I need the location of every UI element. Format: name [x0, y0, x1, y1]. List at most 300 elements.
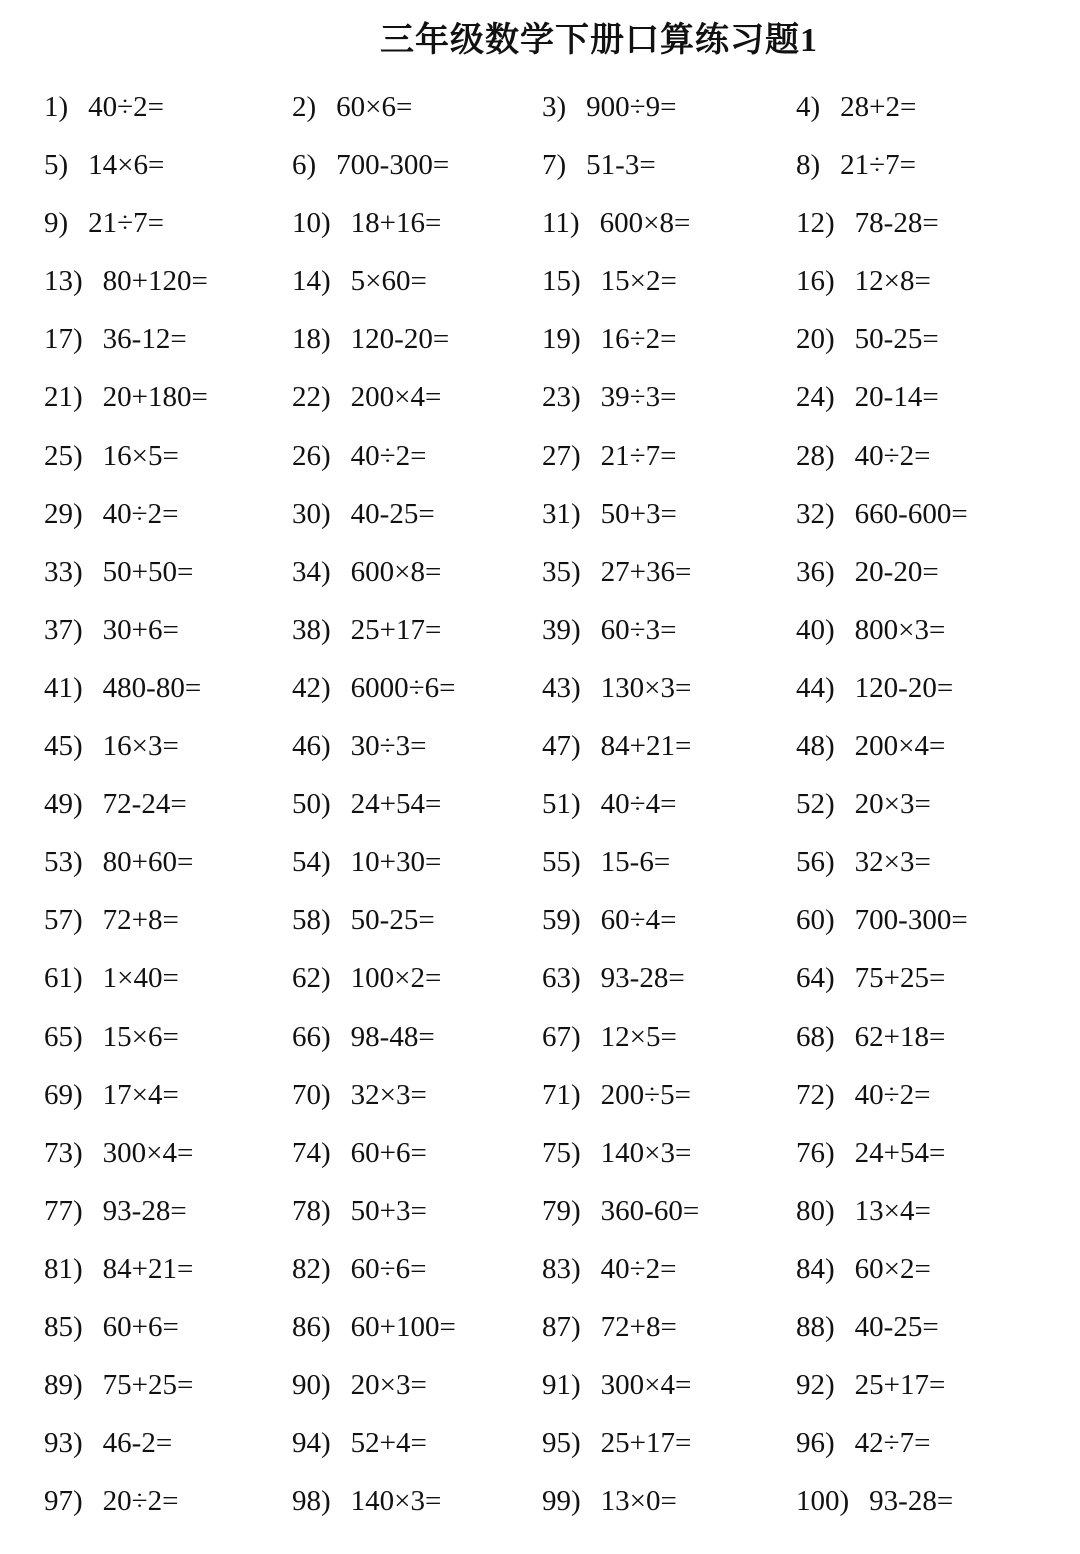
problem-number: 55) — [542, 846, 581, 879]
problem-item — [796, 833, 931, 891]
problem-item — [542, 717, 691, 775]
problem-expression: 36-12= — [102, 323, 187, 356]
problem-row — [44, 1414, 1044, 1472]
problem-expression: 32×3= — [854, 846, 931, 879]
problem-expression: 20÷2= — [102, 1485, 179, 1518]
problem-item — [542, 1124, 691, 1182]
problem-item — [542, 252, 677, 310]
problem-number: 48) — [796, 730, 835, 763]
problem-number: 24) — [796, 381, 835, 414]
problem-row — [44, 949, 1044, 1007]
problem-expression: 20+180= — [102, 381, 208, 414]
problem-expression: 140×3= — [350, 1485, 442, 1518]
problem-item — [44, 949, 179, 1007]
problem-expression: 140×3= — [600, 1136, 692, 1169]
problem-item — [44, 136, 164, 194]
problem-expression: 13×4= — [854, 1194, 931, 1227]
problem-expression: 480-80= — [102, 671, 202, 704]
problem-expression: 120-20= — [854, 671, 954, 704]
problem-item — [292, 1182, 427, 1240]
problem-number: 87) — [542, 1310, 581, 1343]
problem-item — [292, 1124, 427, 1182]
problem-number: 42) — [292, 671, 331, 704]
problem-expression: 39÷3= — [600, 381, 677, 414]
problem-expression: 18+16= — [350, 207, 442, 240]
problem-item — [796, 368, 939, 426]
problem-number: 78) — [292, 1194, 331, 1227]
problem-item — [44, 1414, 172, 1472]
problem-number: 37) — [44, 613, 83, 646]
problem-row — [44, 1472, 1044, 1530]
problem-expression: 32×3= — [350, 1078, 427, 1111]
problem-row — [44, 1008, 1044, 1066]
problem-expression: 360-60= — [600, 1194, 700, 1227]
problem-row — [44, 833, 1044, 891]
problem-number: 26) — [292, 439, 331, 472]
problem-number: 14) — [292, 265, 331, 298]
problem-number: 85) — [44, 1310, 83, 1343]
problem-number: 27) — [542, 439, 581, 472]
problem-expression: 700-300= — [854, 904, 968, 937]
problem-number: 3) — [542, 91, 567, 123]
problem-expression: 20×3= — [350, 1369, 427, 1402]
problem-expression: 16÷2= — [600, 323, 677, 356]
problem-expression: 93-28= — [869, 1485, 954, 1518]
problem-number: 70) — [292, 1078, 331, 1111]
problem-expression: 40-25= — [350, 497, 435, 530]
problem-item — [796, 1182, 931, 1240]
problem-number: 30) — [292, 497, 331, 530]
problem-row — [44, 891, 1044, 949]
problem-number: 43) — [542, 671, 581, 704]
problem-item — [542, 194, 690, 252]
problem-number: 100) — [796, 1485, 850, 1518]
problem-expression: 60÷3= — [600, 613, 677, 646]
problem-item — [542, 1298, 677, 1356]
problem-item — [542, 1008, 677, 1066]
problem-expression: 72-24= — [102, 788, 187, 821]
problem-row — [44, 368, 1044, 426]
problem-expression: 75+25= — [854, 962, 946, 995]
problem-item — [44, 717, 179, 775]
problem-expression: 50+3= — [600, 497, 677, 530]
problem-item — [796, 1066, 930, 1124]
problem-number: 56) — [796, 846, 835, 879]
problem-expression: 40÷2= — [854, 439, 931, 472]
problem-item — [44, 1124, 193, 1182]
problem-expression: 40÷2= — [88, 91, 164, 123]
problem-item — [44, 1008, 179, 1066]
problem-expression: 80+120= — [102, 265, 208, 298]
problem-item — [796, 1240, 931, 1298]
problem-item — [542, 136, 656, 194]
problem-number: 50) — [292, 788, 331, 821]
problem-number: 80) — [796, 1194, 835, 1227]
problem-item — [44, 659, 201, 717]
problem-item — [542, 1240, 676, 1298]
problem-number: 44) — [796, 671, 835, 704]
problem-number: 67) — [542, 1020, 581, 1053]
problem-row — [44, 427, 1044, 485]
problem-expression: 21÷7= — [840, 149, 916, 182]
problem-expression: 700-300= — [336, 149, 450, 182]
problem-number: 90) — [292, 1369, 331, 1402]
problem-item — [292, 1066, 427, 1124]
problem-number: 18) — [292, 323, 331, 356]
problem-number: 91) — [542, 1369, 581, 1402]
problem-number: 20) — [796, 323, 835, 356]
problem-number: 54) — [292, 846, 331, 879]
problem-row — [44, 1182, 1044, 1240]
problem-number: 4) — [796, 91, 821, 123]
problem-expression: 24+54= — [854, 1136, 946, 1169]
problem-expression: 25+17= — [350, 613, 442, 646]
problem-number: 11) — [542, 207, 580, 240]
problem-number: 97) — [44, 1485, 83, 1518]
problem-item — [796, 1124, 945, 1182]
problem-number: 79) — [542, 1194, 581, 1227]
problem-expression: 84+21= — [600, 730, 692, 763]
problem-expression: 80+60= — [102, 846, 194, 879]
problem-expression: 60×6= — [336, 91, 413, 123]
problem-number: 75) — [542, 1136, 581, 1169]
problem-number: 52) — [796, 788, 835, 821]
problem-item — [796, 543, 939, 601]
problem-item — [292, 833, 441, 891]
problem-row — [44, 775, 1044, 833]
problem-item — [796, 136, 916, 194]
problem-item — [796, 485, 968, 543]
problem-item — [292, 543, 441, 601]
problem-expression: 21÷7= — [600, 439, 677, 472]
problem-item — [292, 1356, 427, 1414]
problem-item — [292, 601, 441, 659]
problem-row — [44, 1124, 1044, 1182]
problem-expression: 42÷7= — [854, 1427, 931, 1460]
problem-expression: 17×4= — [102, 1078, 179, 1111]
problem-expression: 20-14= — [854, 381, 939, 414]
problem-number: 98) — [292, 1485, 331, 1518]
problem-item — [44, 485, 178, 543]
problem-expression: 300×4= — [102, 1136, 194, 1169]
problem-number: 34) — [292, 555, 331, 588]
problem-row — [44, 601, 1044, 659]
problem-number: 32) — [796, 497, 835, 530]
problem-item — [796, 775, 931, 833]
problem-expression: 46-2= — [102, 1427, 173, 1460]
problem-item — [796, 310, 939, 368]
problem-number: 40) — [796, 613, 835, 646]
problem-expression: 300×4= — [600, 1369, 692, 1402]
problem-item — [292, 194, 441, 252]
problem-number: 7) — [542, 149, 567, 182]
problem-expression: 50+50= — [102, 555, 194, 588]
problem-item — [44, 601, 179, 659]
problem-expression: 30÷3= — [350, 730, 427, 763]
problem-item — [542, 1066, 691, 1124]
problem-number: 10) — [292, 207, 331, 240]
problem-expression: 25+17= — [854, 1369, 946, 1402]
problem-item — [44, 310, 187, 368]
problem-number: 95) — [542, 1427, 581, 1460]
problem-expression: 98-48= — [350, 1020, 435, 1053]
problem-expression: 60+6= — [350, 1136, 427, 1169]
problem-expression: 50+3= — [350, 1194, 427, 1227]
problem-expression: 40÷2= — [350, 439, 427, 472]
problem-number: 59) — [542, 904, 581, 937]
problem-number: 35) — [542, 555, 581, 588]
problem-expression: 1×40= — [102, 962, 179, 995]
problem-item — [292, 252, 427, 310]
problem-number: 77) — [44, 1194, 83, 1227]
problem-item — [292, 891, 435, 949]
problem-number: 31) — [542, 497, 581, 530]
problem-item — [542, 891, 676, 949]
problem-expression: 15-6= — [600, 846, 671, 879]
problem-item — [44, 1356, 193, 1414]
problem-row — [44, 78, 1044, 136]
problem-number: 71) — [542, 1078, 581, 1111]
problem-row — [44, 543, 1044, 601]
problem-item — [542, 1414, 691, 1472]
problem-number: 53) — [44, 846, 83, 879]
problem-item — [796, 252, 931, 310]
page-title: 三年级数学下册口算练习题1 — [380, 22, 818, 59]
problem-row — [44, 310, 1044, 368]
problem-number: 83) — [542, 1252, 581, 1285]
problem-item — [292, 136, 449, 194]
problem-item — [44, 194, 164, 252]
problem-expression: 60+6= — [102, 1310, 179, 1343]
problem-number: 41) — [44, 671, 83, 704]
problem-expression: 10+30= — [350, 846, 442, 879]
problem-expression: 12×5= — [600, 1020, 677, 1053]
problem-number: 61) — [44, 962, 83, 995]
problem-expression: 40÷2= — [102, 497, 179, 530]
problem-expression: 130×3= — [600, 671, 692, 704]
problem-expression: 200÷5= — [600, 1078, 691, 1111]
problem-expression: 30+6= — [102, 613, 179, 646]
problem-expression: 660-600= — [854, 497, 968, 530]
problem-number: 58) — [292, 904, 331, 937]
problem-expression: 13×0= — [600, 1485, 677, 1518]
problem-item — [292, 427, 426, 485]
problem-expression: 72+8= — [102, 904, 179, 937]
problem-row — [44, 194, 1044, 252]
problem-number: 84) — [796, 1252, 835, 1285]
problem-number: 19) — [542, 323, 581, 356]
problem-number: 74) — [292, 1136, 331, 1169]
problem-expression: 600×8= — [599, 207, 691, 240]
problem-item — [292, 310, 449, 368]
problem-item — [796, 1298, 939, 1356]
problem-number: 2) — [292, 91, 317, 123]
problem-expression: 75+25= — [102, 1369, 194, 1402]
problem-number: 8) — [796, 149, 821, 182]
problem-expression: 52+4= — [350, 1427, 427, 1460]
problem-item — [796, 1414, 930, 1472]
problem-expression: 12×8= — [854, 265, 931, 298]
problem-number: 82) — [292, 1252, 331, 1285]
problem-number: 68) — [796, 1020, 835, 1053]
problem-number: 49) — [44, 788, 83, 821]
problem-item — [542, 1472, 677, 1530]
problem-item — [44, 1240, 193, 1298]
problem-expression: 100×2= — [350, 962, 442, 995]
problem-expression: 93-28= — [102, 1194, 187, 1227]
problem-number: 21) — [44, 381, 83, 414]
problem-item — [542, 485, 677, 543]
problem-number: 64) — [796, 962, 835, 995]
problem-item — [542, 78, 676, 136]
problem-expression: 27+36= — [600, 555, 692, 588]
problem-row — [44, 485, 1044, 543]
problem-number: 81) — [44, 1252, 83, 1285]
problem-expression: 72+8= — [600, 1310, 677, 1343]
problem-item — [292, 1298, 456, 1356]
problem-item — [796, 949, 945, 1007]
problem-row — [44, 659, 1044, 717]
problem-expression: 24+54= — [350, 788, 442, 821]
problem-item — [796, 427, 930, 485]
problem-row — [44, 136, 1044, 194]
problem-item — [292, 659, 455, 717]
problem-expression: 600×8= — [350, 555, 442, 588]
problem-expression: 25+17= — [600, 1427, 692, 1460]
problem-number: 39) — [542, 613, 581, 646]
problem-item — [542, 310, 676, 368]
problem-expression: 84+21= — [102, 1252, 194, 1285]
problem-item — [44, 78, 164, 136]
problem-item — [44, 543, 193, 601]
problem-expression: 6000÷6= — [350, 671, 456, 704]
problem-number: 6) — [292, 149, 317, 182]
problem-expression: 60÷4= — [600, 904, 677, 937]
problem-number: 29) — [44, 497, 83, 530]
problem-expression: 40-25= — [854, 1310, 939, 1343]
problem-expression: 15×2= — [600, 265, 677, 298]
problem-number: 38) — [292, 613, 331, 646]
problem-expression: 120-20= — [350, 323, 450, 356]
problem-grid — [44, 78, 1044, 1530]
problem-expression: 93-28= — [600, 962, 685, 995]
problem-expression: 40÷4= — [600, 788, 677, 821]
problem-number: 5) — [44, 149, 69, 182]
problem-item — [796, 1008, 945, 1066]
problem-number: 36) — [796, 555, 835, 588]
problem-item — [796, 891, 968, 949]
problem-item — [292, 949, 441, 1007]
problem-item — [542, 601, 676, 659]
problem-item — [796, 659, 953, 717]
problem-item — [44, 1472, 178, 1530]
problem-item — [542, 775, 676, 833]
problem-item — [796, 1356, 945, 1414]
problem-number: 92) — [796, 1369, 835, 1402]
problem-row — [44, 252, 1044, 310]
problem-number: 57) — [44, 904, 83, 937]
problem-expression: 20×3= — [854, 788, 931, 821]
problem-expression: 50-25= — [854, 323, 939, 356]
problem-number: 99) — [542, 1485, 581, 1518]
problem-number: 66) — [292, 1020, 331, 1053]
problem-item — [542, 427, 676, 485]
problem-item — [292, 78, 412, 136]
problem-expression: 50-25= — [350, 904, 435, 937]
problem-expression: 16×5= — [102, 439, 179, 472]
problem-expression: 60+100= — [350, 1310, 456, 1343]
problem-number: 12) — [796, 207, 835, 240]
problem-expression: 40÷2= — [854, 1078, 931, 1111]
problem-item — [796, 194, 939, 252]
problem-expression: 78-28= — [854, 207, 939, 240]
problem-expression: 21÷7= — [88, 207, 164, 240]
problem-number: 51) — [542, 788, 581, 821]
problem-number: 23) — [542, 381, 581, 414]
problem-row — [44, 717, 1044, 775]
problem-number: 17) — [44, 323, 83, 356]
problem-expression: 20-20= — [854, 555, 939, 588]
problem-item — [796, 717, 945, 775]
problem-expression: 15×6= — [102, 1020, 179, 1053]
problem-expression: 200×4= — [350, 381, 442, 414]
problem-item — [796, 1472, 953, 1530]
problem-row — [44, 1240, 1044, 1298]
problem-expression: 900÷9= — [586, 91, 677, 123]
problem-number: 86) — [292, 1310, 331, 1343]
problem-number: 16) — [796, 265, 835, 298]
problem-row — [44, 1298, 1044, 1356]
problem-number: 94) — [292, 1427, 331, 1460]
problem-item — [292, 1008, 435, 1066]
problem-item — [542, 1356, 691, 1414]
problem-expression: 800×3= — [854, 613, 946, 646]
problem-item — [44, 1066, 179, 1124]
problem-expression: 40÷2= — [600, 1252, 677, 1285]
problem-item — [44, 1182, 187, 1240]
problem-number: 96) — [796, 1427, 835, 1460]
problem-item — [292, 1240, 426, 1298]
problem-number: 9) — [44, 207, 69, 240]
problem-item — [796, 78, 916, 136]
problem-number: 25) — [44, 439, 83, 472]
problem-number: 28) — [796, 439, 835, 472]
problem-row — [44, 1066, 1044, 1124]
problem-number: 13) — [44, 265, 83, 298]
problem-item — [292, 1414, 427, 1472]
problem-number: 62) — [292, 962, 331, 995]
problem-row — [44, 1356, 1044, 1414]
problem-number: 15) — [542, 265, 581, 298]
problem-item — [292, 485, 435, 543]
problem-number: 65) — [44, 1020, 83, 1053]
problem-item — [292, 717, 426, 775]
problem-number: 89) — [44, 1369, 83, 1402]
problem-number: 93) — [44, 1427, 83, 1460]
problem-expression: 5×60= — [350, 265, 427, 298]
problem-expression: 60×2= — [854, 1252, 931, 1285]
problem-number: 63) — [542, 962, 581, 995]
problem-number: 22) — [292, 381, 331, 414]
problem-item — [542, 368, 676, 426]
problem-number: 46) — [292, 730, 331, 763]
problem-number: 45) — [44, 730, 83, 763]
problem-number: 73) — [44, 1136, 83, 1169]
problem-expression: 28+2= — [840, 91, 917, 123]
problem-number: 88) — [796, 1310, 835, 1343]
problem-number: 47) — [542, 730, 581, 763]
problem-expression: 62+18= — [854, 1020, 946, 1053]
